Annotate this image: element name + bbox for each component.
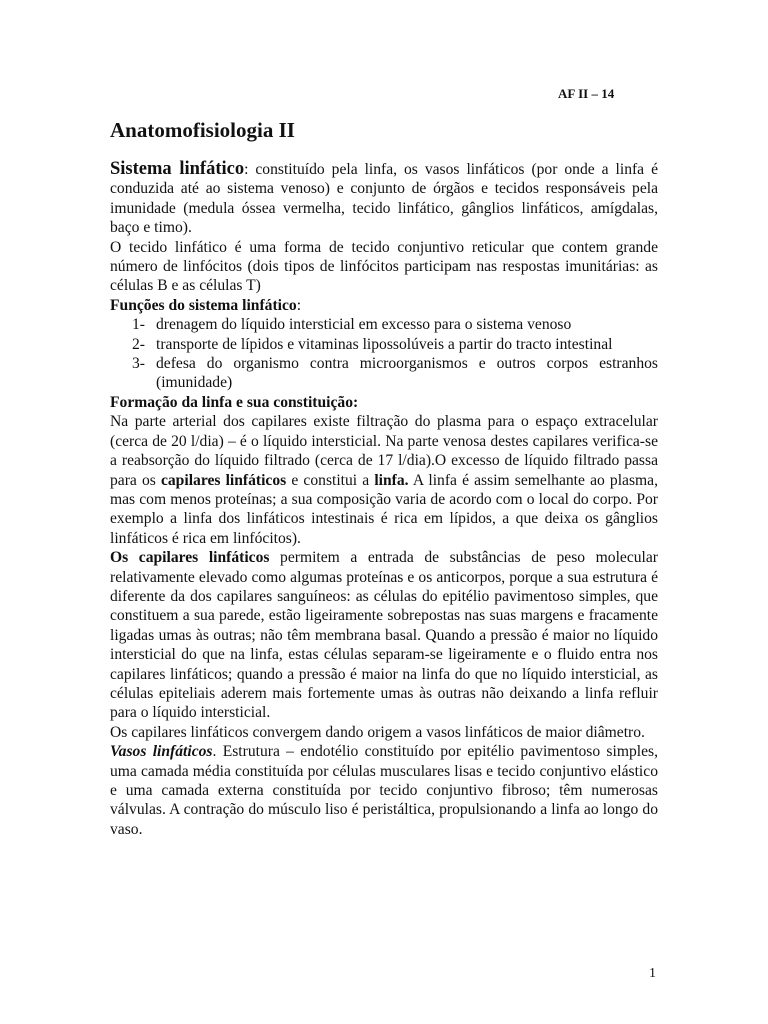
page-number: 1: [649, 966, 656, 981]
vasos-text: . Estrutura – endotélio constituído por epitélio pavimentoso simples, uma camada média constituída por células musculares lisas e tecido conjuntivo elástico e uma camada externa constituída por tecido conjuntivo fibroso; têm numerosas válvulas. A contração do músculo liso é peristáltica, propulsionando a linfa ao longo do vaso.: [110, 743, 658, 838]
list-item-number: 2-: [132, 335, 145, 353]
funcoes-heading-text: Funções do sistema linfático: [110, 296, 297, 314]
capilares-term: Os capilares linfáticos: [110, 549, 270, 567]
vasos-paragraph: [110, 742, 658, 839]
list-item-number: 1-: [132, 316, 145, 334]
vasos-term: Vasos linfáticos: [110, 743, 213, 761]
intro-term: Sistema linfático: [110, 159, 245, 179]
formacao-text-2: e constitui a: [286, 471, 375, 489]
list-item-text: transporte de lípidos e vitaminas lipossolúveis a partir do tracto intestinal: [156, 335, 613, 353]
intro-text: : constituído pela linfa, os vasos linfáticos (por onde a linfa é conduzida até ao sistema venoso) e conjunto de órgãos e tecidos responsáveis pela imunidade (medula óssea vermelha, tecido linfático, gânglios linfáticos, amígdalas, baço e timo).: [110, 161, 658, 237]
list-item: [110, 354, 658, 393]
formacao-bold-capilares: capilares linfáticos: [160, 471, 287, 489]
list-item-text: defesa do organismo contra microorganismos e outros corpos estranhos (imunidade): [156, 355, 658, 392]
formacao-text-3: A linfa é assim semelhante ao plasma, mas com menos proteínas; a sua composição varia de acordo com o local do corpo. Por exemplo a linfa dos linfáticos intestinais é rica em lípidos, a que deixa os gânglios linfáticos é rica em linfócitos).: [110, 471, 658, 547]
document-body: [110, 116, 658, 839]
formacao-heading-text: Formação da linfa e sua constituição:: [110, 393, 359, 411]
funcoes-list: [110, 315, 658, 393]
list-item-text: drenagem do líquido intersticial em excesso para o sistema venoso: [156, 316, 572, 334]
convergem-paragraph: Os capilares linfáticos convergem dando origem a vasos linfáticos de maior diâmetro.: [110, 723, 645, 741]
tecido-paragraph: O tecido linfático é uma forma de tecido conjuntivo reticular que contem grande número de linfócitos (dois tipos de linfócitos participam nas respostas imunitárias: as células B e as células T): [110, 238, 658, 295]
formacao-text-1: Na parte arterial dos capilares existe filtração do plasma para o espaço extracelular (cerca de 20 l/dia) – é o líquido intersticial. Na parte venosa destes capilares verifica-se a reabsorção do líquido filtrado (cerca de 17 l/dia).O excesso de líquido filtrado passa para os: [110, 413, 658, 489]
funcoes-heading: [110, 296, 658, 315]
document-title: Anatomofisiologia II: [110, 118, 295, 142]
list-item-number: 3-: [132, 355, 145, 373]
funcoes-heading-colon: :: [296, 296, 302, 314]
formacao-bold-linfa: linfa.: [374, 471, 409, 489]
list-item: [110, 335, 658, 354]
formacao-paragraph: [110, 412, 658, 548]
intro-paragraph: [110, 160, 658, 238]
list-item: [110, 315, 658, 334]
header-reference: AF II – 14: [558, 86, 615, 101]
formacao-heading: [110, 393, 658, 412]
capilares-text: permitem a entrada de substâncias de peso molecular relativamente elevado como algumas proteínas e os anticorpos, porque a sua estrutura é diferente da dos capilares sanguíneos: as células do epitélio pavimentoso simples, que constituem a sua parede, estão ligeiramente sobrepostas nas suas margens e fracamente ligadas umas às outras; não têm membrana basal. Quando a pressão é maior no líquido intersticial do que na linfa, estas células separam-se ligeiramente e o fluido entra nos capilares linfáticos; quando a pressão é maior na linfa do que no líquido intersticial, as células epiteliais aderem mais fortemente umas às outras não deixando a linfa refluir para o líquido intersticial.: [110, 549, 658, 722]
capilares-paragraph: [110, 548, 658, 723]
